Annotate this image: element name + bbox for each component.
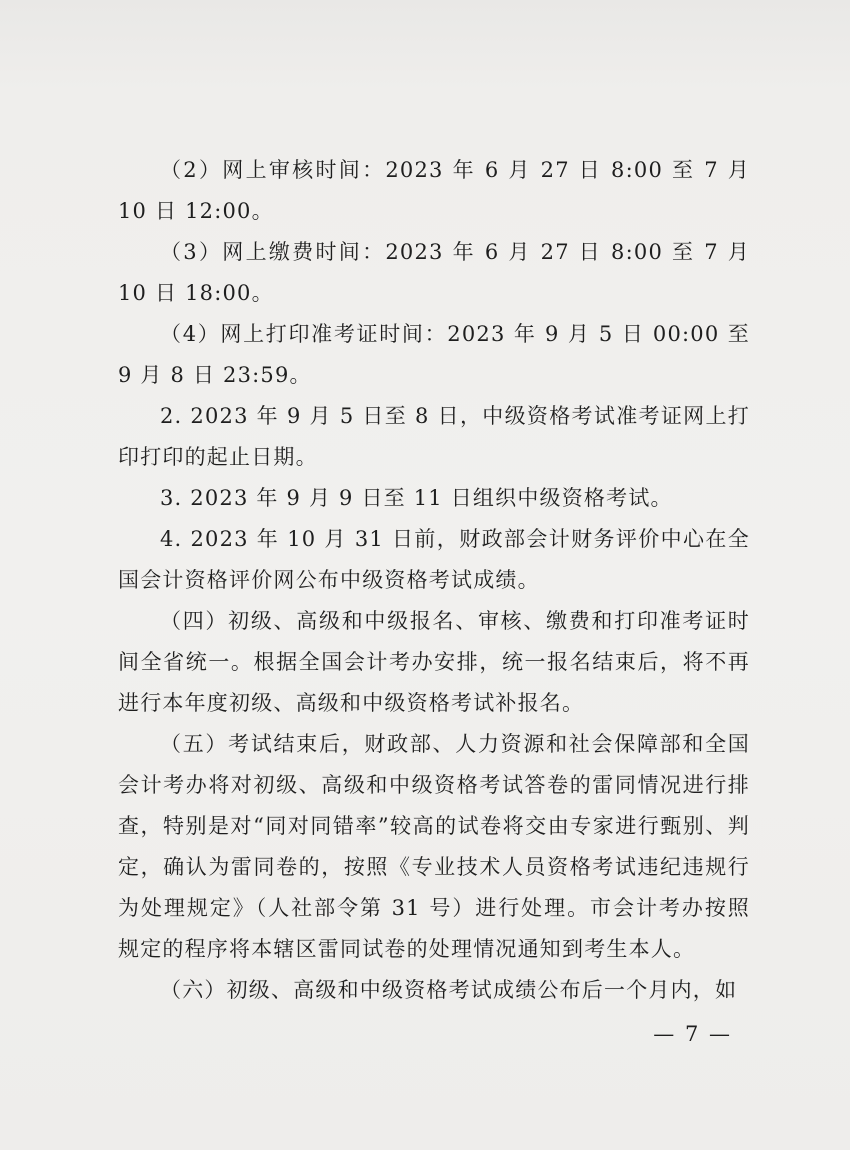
paragraph-review-time: （2）网上审核时间：2023 年 6 月 27 日 8:00 至 7 月 10 日 12:00。 xyxy=(118,158,750,223)
body-text xyxy=(118,150,750,1011)
paragraph-admission-print-dates: 2. 2023 年 9 月 5 日至 8 日，中级资格考试准考证网上打印打印的起止日期。 xyxy=(118,404,750,469)
paragraph-admission-print-time: （4）网上打印准考证时间：2023 年 9 月 5 日 00:00 至 9 月 8 日 23:59。 xyxy=(118,322,750,387)
paragraph-section-four: （四）初级、高级和中级报名、审核、缴费和打印准考证时间全省统一。根据全国会计考办安排，统一报名结束后，将不再进行本年度初级、高级和中级资格考试补报名。 xyxy=(118,609,750,715)
paragraph-section-five: （五）考试结束后，财政部、人力资源和社会保障部和全国会计考办将对初级、高级和中级资格考试答卷的雷同情况进行排查，特别是对“同对同错率”较高的试卷将交由专家进行甄别、判定，确认为雷同卷的，按照《专业技术人员资格考试违纪违规行为处理规定》（人社部令第 31 号）进行处理。市会计考办按照规定的程序将本辖区雷同试卷的处理情况通知到考生本人。 xyxy=(118,732,750,961)
paragraph-payment-time: （3）网上缴费时间：2023 年 6 月 27 日 8:00 至 7 月 10 日 18:00。 xyxy=(118,240,750,305)
paragraph-section-six: （六）初级、高级和中级资格考试成绩公布后一个月内，如 xyxy=(160,978,738,1002)
page-number: — 7 — xyxy=(653,1022,732,1046)
paragraph-score-release: 4. 2023 年 10 月 31 日前，财政部会计财务评价中心在全国会计资格评价网公布中级资格考试成绩。 xyxy=(118,527,750,592)
paragraph-exam-dates: 3. 2023 年 9 月 9 日至 11 日组织中级资格考试。 xyxy=(160,486,673,510)
